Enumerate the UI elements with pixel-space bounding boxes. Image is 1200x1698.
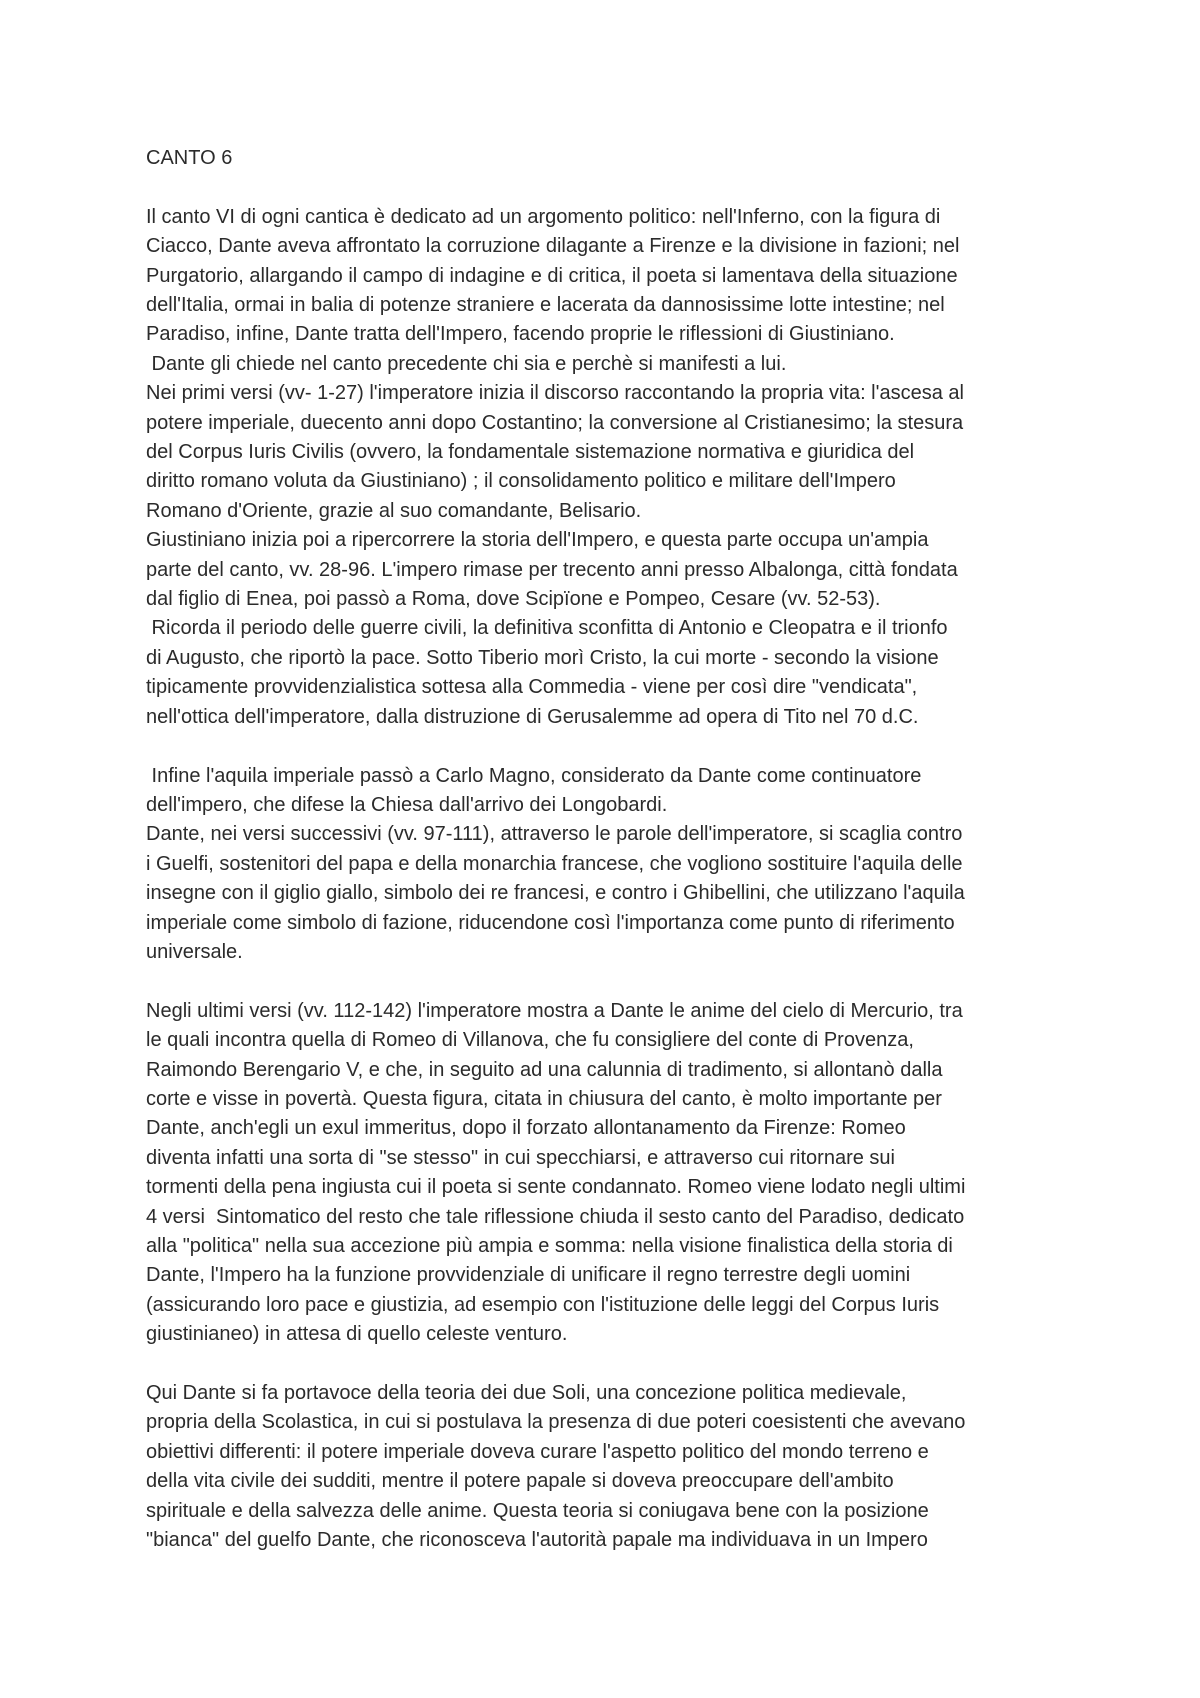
paragraph-spacer xyxy=(146,1350,1106,1379)
text-line: Ricorda il periodo delle guerre civili, la definitiva sconfitta di Antonio e Cleopatra e il trionfo xyxy=(146,617,948,640)
text-line: di Augusto, che riportò la pace. Sotto Tiberio morì Cristo, la cui morte - secondo la visione xyxy=(146,646,939,669)
text-line: Purgatorio, allargando il campo di indagine e di critica, il poeta si lamentava della situazione xyxy=(146,264,958,287)
text-line: le quali incontra quella di Romeo di Villanova, che fu consigliere del conte di Provenza, xyxy=(146,1029,914,1052)
text-line: Il canto VI di ogni cantica è dedicato ad un argomento politico: nell'Inferno, con la figura di xyxy=(146,205,941,228)
paragraph-spacer xyxy=(146,967,1106,996)
text-line: alla "politica" nella sua accezione più ampia e somma: nella visione finalistica della storia di xyxy=(146,1234,953,1257)
paragraph-spacer xyxy=(146,173,1106,202)
text-line: del Corpus Iuris Civilis (ovvero, la fondamentale sistemazione normativa e giuridica del xyxy=(146,441,915,464)
text-line: Nei primi versi (vv- 1-27) l'imperatore inizia il discorso raccontando la propria vita: l'ascesa al xyxy=(146,382,964,405)
document-body xyxy=(146,173,1106,1555)
text-line: dal figlio di Enea, poi passò a Roma, dove Scipïone e Pompeo, Cesare (vv. 52-53). xyxy=(146,588,881,611)
text-line: universale. xyxy=(146,940,243,963)
paragraph-spacer xyxy=(146,732,1106,761)
text-line: tormenti della pena ingiusta cui il poeta si sente condannato. Romeo viene lodato negli ultimi xyxy=(146,1176,966,1199)
text-line: Negli ultimi versi (vv. 112-142) l'imperatore mostra a Dante le anime del cielo di Mercurio, tra xyxy=(146,999,963,1022)
text-line: diritto romano voluta da Giustiniano) ; il consolidamento politico e militare dell'Impero xyxy=(146,470,896,493)
text-line: nell'ottica dell'imperatore, dalla distruzione di Gerusalemme ad opera di Tito nel 70 d.C. xyxy=(146,705,919,728)
page-title: CANTO 6 xyxy=(146,147,233,169)
text-line: parte del canto, vv. 28-96. L'impero rimase per trecento anni presso Albalonga, città fondata xyxy=(146,558,958,581)
text-line: 4 versi Sintomatico del resto che tale riflessione chiuda il sesto canto del Paradiso, dedicato xyxy=(146,1205,965,1228)
text-line: i Guelfi, sostenitori del papa e della monarchia francese, che vogliono sostituire l'aquila delle xyxy=(146,852,963,875)
text-line: obiettivi differenti: il potere imperiale doveva curare l'aspetto politico del mondo terreno e xyxy=(146,1440,929,1463)
text-line: Dante, l'Impero ha la funzione provvidenziale di unificare il regno terrestre degli uomini xyxy=(146,1264,911,1287)
text-line: Dante gli chiede nel canto precedente chi sia e perchè si manifesti a lui. xyxy=(146,352,787,375)
text-line: Giustiniano inizia poi a ripercorrere la storia dell'Impero, e questa parte occupa un'ampia xyxy=(146,529,929,552)
text-line: diventa infatti una sorta di "se stesso" in cui specchiarsi, e attraverso cui ritornare sui xyxy=(146,1146,895,1169)
text-line: insegne con il giglio giallo, simbolo dei re francesi, e contro i Ghibellini, che utilizzano l'aquila xyxy=(146,882,965,905)
text-line: corte e visse in povertà. Questa figura, citata in chiusura del canto, è molto importante per xyxy=(146,1087,942,1110)
text-line: Dante, nei versi successivi (vv. 97-111), attraverso le parole dell'imperatore, si scaglia contro xyxy=(146,823,963,846)
text-line: Infine l'aquila imperiale passò a Carlo Magno, considerato da Dante come continuatore xyxy=(146,764,922,787)
text-line: Ciacco, Dante aveva affrontato la corruzione dilagante a Firenze e la divisione in fazioni; nel xyxy=(146,235,960,258)
text-line: Romano d'Oriente, grazie al suo comandante, Belisario. xyxy=(146,499,642,522)
text-line: (assicurando loro pace e giustizia, ad esempio con l'istituzione delle leggi del Corpus Iuris xyxy=(146,1293,940,1316)
text-line: tipicamente provvidenzialistica sottesa alla Commedia - viene per così dire "vendicata", xyxy=(146,676,918,699)
text-line: imperiale come simbolo di fazione, riducendone così l'importanza come punto di riferimento xyxy=(146,911,955,934)
text-line: Qui Dante si fa portavoce della teoria dei due Soli, una concezione politica medievale, xyxy=(146,1382,907,1404)
text-line: della vita civile dei sudditi, mentre il potere papale si doveva preoccupare dell'ambito xyxy=(146,1470,894,1493)
text-line: Dante, anch'egli un exul immeritus, dopo il forzato allontanamento da Firenze: Romeo xyxy=(146,1117,906,1140)
text-line: Paradiso, infine, Dante tratta dell'Impero, facendo proprie le riflessioni di Giustiniano. xyxy=(146,323,895,346)
text-line: dell'impero, che difese la Chiesa dall'arrivo dei Longobardi. xyxy=(146,793,668,816)
document-page xyxy=(146,144,1106,1555)
text-line: Raimondo Berengario V, e che, in seguito ad una calunnia di tradimento, si allontanò dalla xyxy=(146,1058,943,1081)
text-line: spirituale e della salvezza delle anime. Questa teoria si coniugava bene con la posizione xyxy=(146,1499,929,1522)
text-line: potere imperiale, duecento anni dopo Costantino; la conversione al Cristianesimo; la stesura xyxy=(146,411,964,434)
text-line: propria della Scolastica, in cui si postulava la presenza di due poteri coesistenti che avevano xyxy=(146,1411,966,1434)
text-line: giustinianeo) in attesa di quello celeste venturo. xyxy=(146,1323,568,1346)
text-line: "bianca" del guelfo Dante, che riconosceva l'autorità papale ma individuava in un Impero xyxy=(146,1529,928,1552)
text-line: dell'Italia, ormai in balia di potenze straniere e lacerata da dannosissime lotte intestine; nel xyxy=(146,294,945,317)
